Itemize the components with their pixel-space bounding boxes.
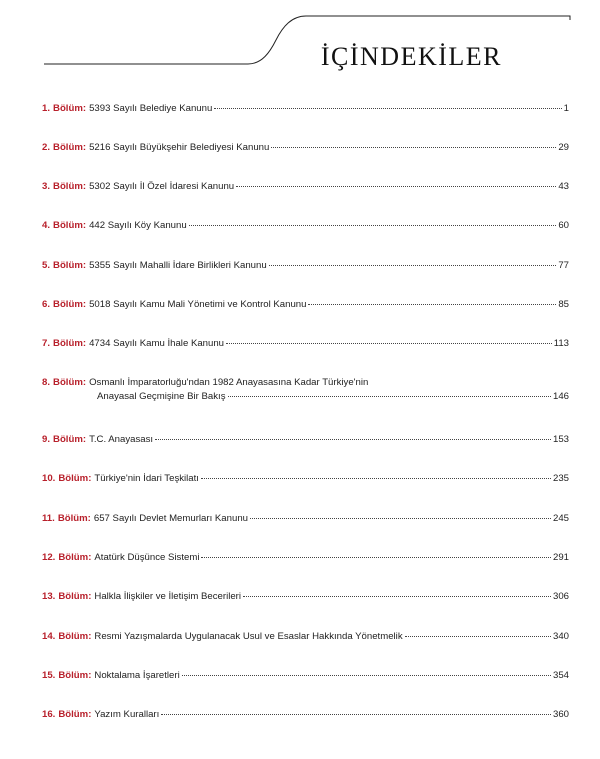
toc-chapter-label: Bölüm (58, 591, 89, 602)
toc-entry-line (42, 512, 569, 526)
toc-entry[interactable] (42, 141, 569, 155)
toc-entry-line (42, 390, 569, 404)
toc-entry-line (42, 298, 569, 312)
header-decorative-line (0, 0, 600, 80)
toc-label-colon: : (82, 142, 87, 153)
toc-entry-line (42, 337, 569, 351)
toc-chapter-number: 8. (42, 377, 51, 388)
toc-chapter-title: T.C. Anayasası (89, 434, 154, 445)
toc-dot-leader (250, 517, 551, 519)
toc-label-colon: : (88, 552, 92, 563)
toc-page-number: 113 (553, 338, 569, 349)
toc-chapter-number: 1. (42, 103, 51, 114)
toc-chapter-title: Halkla İlişkiler ve İletişim Becerileri (94, 591, 242, 602)
toc-page-number: 1 (563, 103, 569, 114)
toc-chapter-title: 5393 Sayılı Belediye Kanunu (89, 103, 213, 114)
page-title: İÇİNDEKİLER (320, 42, 502, 71)
toc-chapter-label: Bölüm (58, 631, 89, 642)
toc-chapter-title: 4734 Sayılı Kamu İhale Kanunu (89, 338, 225, 349)
toc-page-number: 291 (552, 552, 569, 563)
toc-entry[interactable] (42, 551, 569, 565)
toc-chapter-label: Bölüm (58, 552, 89, 563)
toc-label-colon: : (82, 220, 87, 231)
toc-chapter-title: 442 Sayılı Köy Kanunu (89, 220, 187, 231)
toc-entry-line (42, 590, 569, 604)
toc-label-colon: : (87, 513, 91, 524)
toc-page-number: 60 (558, 220, 569, 231)
toc-chapter-number: 5. (42, 260, 51, 271)
toc-entry-line (42, 102, 569, 116)
toc-chapter-label: Bölüm (53, 260, 83, 271)
toc-page-number: 85 (558, 299, 569, 310)
toc-chapter-title: Yazım Kuralları (94, 709, 160, 720)
toc-chapter-label: Bölüm (58, 473, 89, 484)
toc-chapter-title: 5018 Sayılı Kamu Mali Yönetimi ve Kontrol Kanunu (89, 299, 307, 310)
toc-entry[interactable] (42, 259, 569, 273)
toc-chapter-title: Atatürk Düşünce Sistemi (94, 552, 200, 563)
toc-chapter-label: Bölüm (53, 220, 83, 231)
toc-entry[interactable] (42, 337, 569, 351)
toc-page-number: 360 (552, 709, 569, 720)
toc-chapter-number: 3. (42, 181, 51, 192)
toc-dot-leader (155, 438, 551, 440)
toc-chapter-number: 9. (42, 434, 51, 445)
toc-chapter-number: 16. (42, 709, 56, 720)
toc-entry[interactable] (42, 102, 569, 116)
toc-dot-leader (201, 477, 551, 479)
toc-chapter-number: 11. (42, 513, 55, 524)
toc-page-number: 146 (552, 391, 569, 402)
toc-entry-line (42, 141, 569, 155)
toc-entry[interactable] (42, 298, 569, 312)
toc-chapter-title: Osmanlı İmparatorluğu'ndan 1982 Anayasasına Kadar Türkiye'nin (89, 377, 369, 388)
toc-dot-leader (182, 674, 551, 676)
toc-entry[interactable] (42, 472, 569, 486)
toc-entry[interactable] (42, 708, 569, 722)
toc-entry-line (42, 551, 569, 565)
toc-chapter-title: Noktalama İşaretleri (94, 670, 180, 681)
toc-page-number: 245 (552, 513, 569, 524)
toc-entry-line (42, 708, 569, 722)
toc-entry[interactable] (42, 376, 569, 404)
toc-chapter-title: 5216 Sayılı Büyükşehir Belediyesi Kanunu (89, 142, 270, 153)
toc-entry[interactable] (42, 180, 569, 194)
toc-entry[interactable] (42, 669, 569, 683)
toc-chapter-number: 4. (42, 220, 51, 231)
toc-entry-line (42, 219, 569, 233)
toc-dot-leader (161, 713, 551, 715)
toc-chapter-label: Bölüm (53, 377, 83, 388)
toc-label-colon: : (82, 338, 87, 349)
toc-chapter-title: 657 Sayılı Devlet Memurları Kanunu (93, 513, 248, 524)
toc-page-number: 77 (558, 260, 569, 271)
toc-dot-leader (214, 107, 561, 109)
toc-chapter-title: Resmi Yazışmalarda Uygulanacak Usul ve Esaslar Hakkında Yönetmelik (94, 631, 403, 642)
toc-label-colon: : (82, 299, 87, 310)
toc-chapter-number: 10. (42, 473, 56, 484)
toc-dot-leader (236, 185, 556, 187)
toc-dot-leader (189, 224, 557, 226)
toc-label-colon: : (82, 377, 87, 388)
toc-chapter-number: 7. (42, 338, 51, 349)
toc-dot-leader (308, 303, 556, 305)
toc-label-colon: : (82, 260, 87, 271)
toc-page-number: 235 (552, 473, 569, 484)
toc-chapter-number: 6. (42, 299, 51, 310)
toc-entry-line (42, 433, 569, 447)
toc-page-number: 306 (552, 591, 569, 602)
toc-label-colon: : (82, 434, 87, 445)
toc-chapter-number: 2. (42, 142, 51, 153)
toc-label-colon: : (82, 103, 87, 114)
toc-page-number: 354 (552, 670, 569, 681)
toc-dot-leader (269, 264, 557, 266)
toc-dot-leader (226, 342, 552, 344)
toc-dot-leader (271, 146, 556, 148)
toc-entry-line (42, 180, 569, 194)
toc-label-colon: : (88, 591, 92, 602)
toc-chapter-title: Türkiye'nin İdari Teşkilatı (94, 473, 199, 484)
toc-chapter-number: 14. (42, 631, 56, 642)
toc-page-number: 153 (552, 434, 569, 445)
toc-chapter-label: Bölüm (57, 513, 88, 524)
toc-entry[interactable] (42, 512, 569, 526)
toc-chapter-title-continued: Anayasal Geçmişine Bir Bakış (97, 391, 226, 402)
toc-entry-line (42, 259, 569, 273)
toc-entry[interactable] (42, 219, 569, 233)
toc-chapter-label: Bölüm (53, 338, 83, 349)
toc-chapter-label: Bölüm (58, 670, 89, 681)
toc-chapter-title: 5302 Sayılı İl Özel İdaresi Kanunu (89, 181, 235, 192)
toc-label-colon: : (82, 181, 87, 192)
toc-page-number: 43 (558, 181, 569, 192)
toc-label-colon: : (88, 709, 92, 720)
toc-dot-leader (243, 595, 551, 597)
toc-entry[interactable] (42, 590, 569, 604)
toc-chapter-label: Bölüm (58, 709, 89, 720)
toc-page-number: 29 (558, 142, 569, 153)
toc-chapter-label: Bölüm (53, 103, 83, 114)
toc-entry-line (42, 669, 569, 683)
toc-dot-leader (228, 395, 551, 397)
toc-chapter-label: Bölüm (53, 142, 83, 153)
toc-label-colon: : (88, 473, 92, 484)
toc-page-number: 340 (552, 631, 569, 642)
toc-chapter-number: 13. (42, 591, 56, 602)
toc-entry-line (42, 630, 569, 644)
toc-entry[interactable] (42, 433, 569, 447)
toc-chapter-number: 15. (42, 670, 56, 681)
toc-dot-leader (405, 635, 551, 637)
toc-chapter-label: Bölüm (53, 299, 83, 310)
toc-chapter-number: 12. (42, 552, 56, 563)
toc-chapter-label: Bölüm (53, 434, 83, 445)
toc-chapter-title: 5355 Sayılı Mahalli İdare Birlikleri Kanunu (89, 260, 267, 271)
toc-entry-line (42, 376, 569, 390)
toc-label-colon: : (88, 670, 92, 681)
toc-label-colon: : (88, 631, 92, 642)
toc-entry[interactable] (42, 630, 569, 644)
toc-chapter-label: Bölüm (53, 181, 83, 192)
toc-entry-line (42, 472, 569, 486)
toc-dot-leader (201, 556, 551, 558)
